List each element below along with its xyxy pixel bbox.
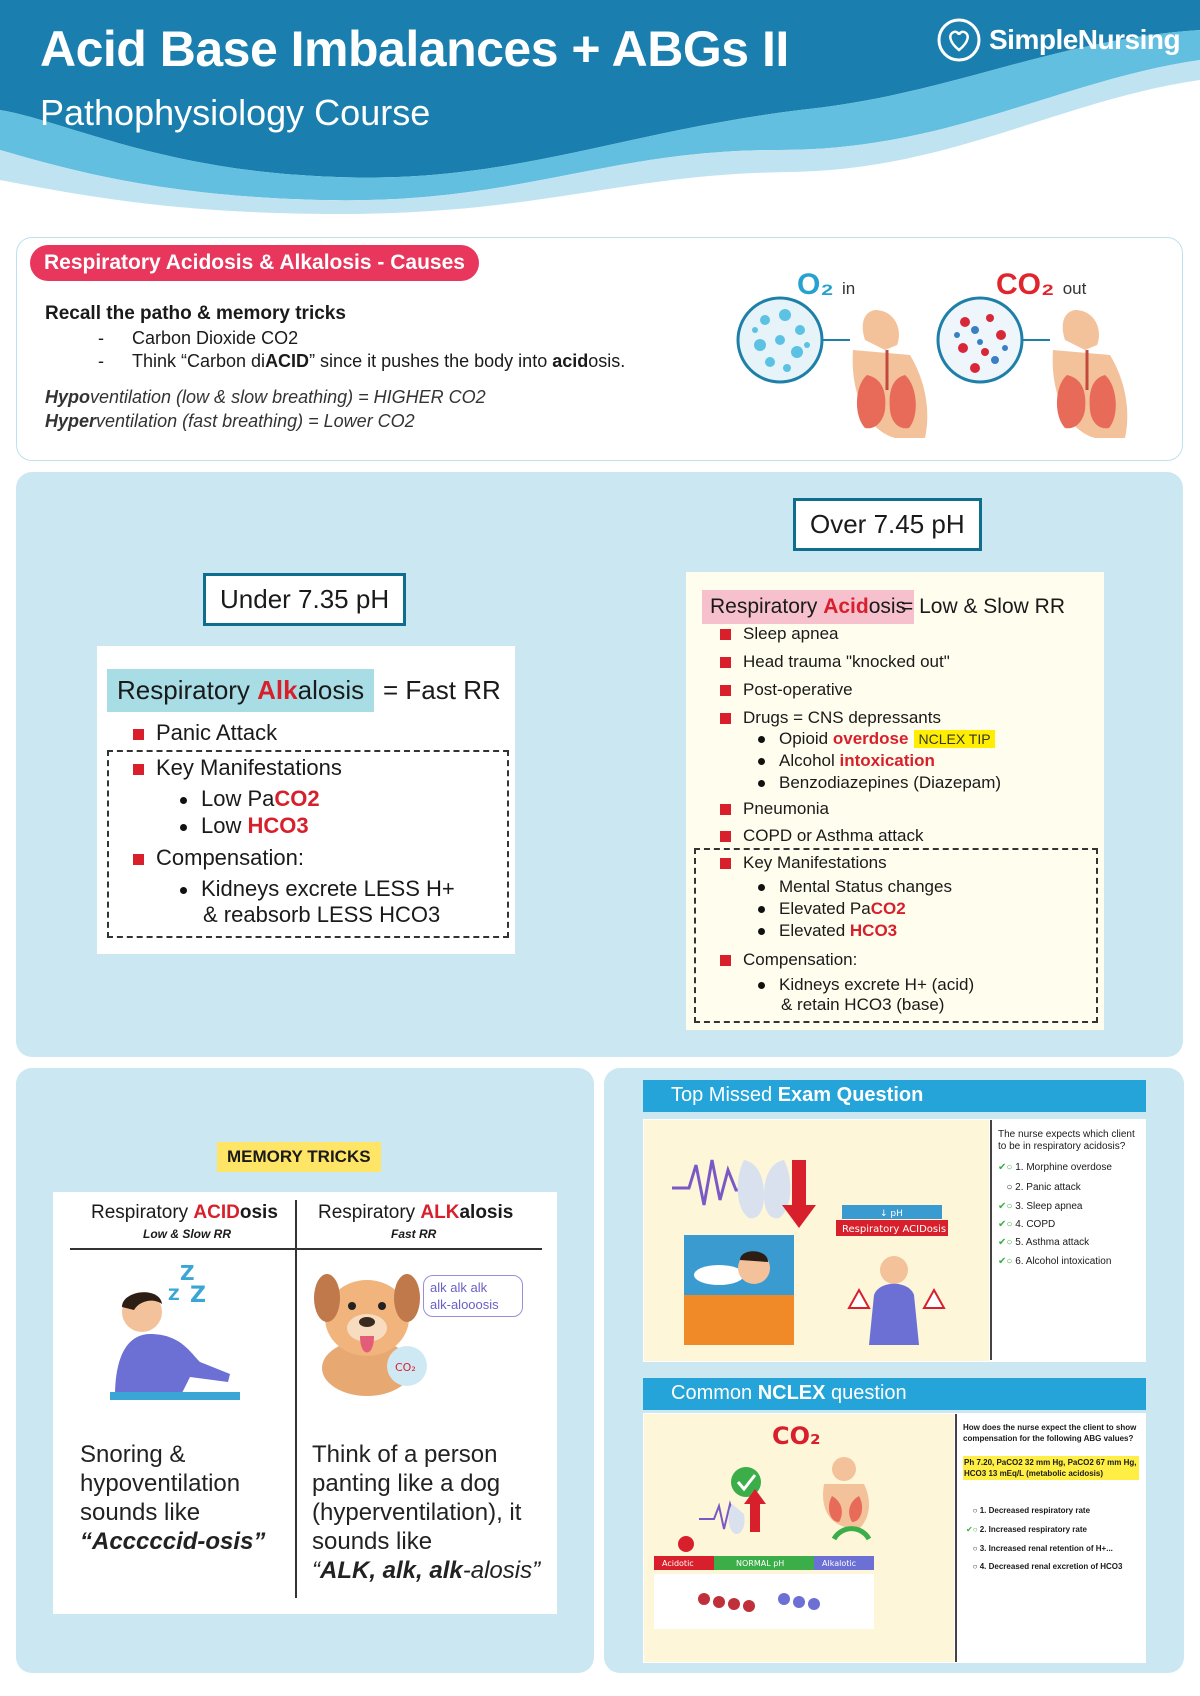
acid-head-pre: Respiratory (710, 595, 824, 618)
alk-comp-text: Compensation: (156, 845, 304, 870)
co2-symbol: CO₂ (996, 268, 1055, 301)
radio-icon: ○ (966, 1506, 980, 1515)
q2-question-text: How does the nurse expect the client to show compensation for the following ABG values? (963, 1423, 1137, 1443)
copd-text: COPD or Asthma attack (743, 826, 924, 845)
q1-head-pre: Top Missed (671, 1084, 778, 1106)
acid-benzo (758, 773, 1001, 793)
mem-r-pre: Respiratory (318, 1202, 421, 1223)
brand-name: SimpleNursing (989, 24, 1181, 55)
check-icon: ✔○ (998, 1219, 1016, 1230)
q2-option-text: 1. Decreased respiratory rate (979, 1506, 1091, 1515)
hypo-prefix: Hypo (45, 387, 90, 407)
acid-item (720, 708, 941, 728)
memory-right-text (312, 1440, 552, 1585)
q2-option-text: 4. Decreased renal excretion of HCO3 (979, 1562, 1123, 1571)
o2-suffix: in (842, 279, 856, 298)
memory-header-line (70, 1248, 542, 1250)
acid-item-text: Sleep apnea (743, 624, 839, 643)
causes-pill-heading: Respiratory Acidosis & Alkalosis - Causes (30, 245, 479, 281)
q1-option-text: 2. Panic attack (1015, 1182, 1081, 1193)
opioid-red: overdose (832, 729, 909, 748)
top-missed-question-header (643, 1080, 1146, 1112)
q1-option-text: 1. Morphine overdose (1015, 1162, 1112, 1173)
alk-low2-pre: Low (201, 813, 248, 838)
memory-right-title (318, 1202, 513, 1224)
memory-right-sub: Fast RR (391, 1227, 437, 1241)
q2-option-text: 2. Increased respiratory rate (979, 1525, 1087, 1534)
elev2-pre: Elevated (779, 921, 850, 940)
alk-kidneys-2: & reabsorb LESS HCO3 (203, 902, 441, 927)
acidosis-heading (702, 590, 914, 624)
acid-comp-text: Compensation: (743, 950, 858, 969)
co2-bullet-text: Carbon Dioxide CO2 (132, 328, 299, 348)
acid-pneumonia (720, 799, 829, 819)
alkalosis-heading (107, 669, 374, 712)
q1-option (998, 1201, 1082, 1212)
memory-tricks-tag: MEMORY TRICKS (217, 1142, 381, 1172)
dog-speech-bubble (423, 1275, 523, 1317)
acid-copd (720, 826, 923, 846)
pneumonia-text: Pneumonia (743, 799, 830, 818)
elev2-red: HCO3 (849, 921, 898, 940)
hypo-text: ventilation (low & slow breathing) = HIGHER CO2 (90, 387, 486, 407)
sleeping-person-illustration (110, 1252, 240, 1402)
hyper-text: ventilation (fast breathing) = Lower CO2 (96, 411, 415, 431)
bubble-line-2: alk-alooosis (430, 1297, 499, 1312)
common-nclex-question-header (643, 1378, 1146, 1410)
scale-acidotic: Acidotic (662, 1559, 694, 1568)
alk-km-text: Key Manifestations (156, 755, 342, 780)
mental-text: Mental Status changes (779, 877, 952, 896)
q2-option (966, 1506, 1090, 1515)
alk-compensation (133, 845, 304, 871)
q1-option (998, 1237, 1089, 1248)
under-ph-box: Under 7.35 pH (203, 573, 406, 626)
alk-low1-red: CO2 (274, 786, 320, 811)
scale-alkalotic: Alkalotic (822, 1559, 856, 1568)
q1-option (998, 1182, 1081, 1193)
q1-head-bold: Exam Question (777, 1084, 924, 1106)
acid-opioid (758, 729, 995, 749)
alk-low-paco2 (180, 786, 320, 812)
q1-divider (990, 1120, 992, 1360)
elev1-pre: Elevated Pa (779, 899, 871, 918)
think-bullet: - Think “Carbon diACID” since it pushes the body into acidosis. (98, 351, 626, 371)
mem-r-text1: Think of a person panting like a dog (hyperventilation), it sounds like (312, 1441, 522, 1555)
radio-icon: ○ (966, 1562, 980, 1571)
q1-ph-badge: ↓ pH (880, 1209, 903, 1219)
mem-l-text1: Snoring & hypoventilation sounds like (80, 1441, 241, 1526)
mem-r-text2: “ (312, 1557, 320, 1584)
q2-head-post: question (825, 1382, 907, 1404)
acid-km-text: Key Manifestations (743, 853, 887, 872)
q2-option (966, 1525, 1087, 1534)
mem-r-post: alosis (459, 1202, 514, 1223)
alk-kidneys-1 (180, 876, 455, 902)
acid-mental (758, 877, 952, 897)
page-subtitle: Pathophysiology Course (40, 92, 431, 133)
alk-low-hco3 (180, 813, 309, 839)
acid-kid1 (758, 975, 974, 995)
co2-lungs-illustration (935, 290, 1135, 440)
acid-comp (720, 950, 857, 970)
acid-item (720, 652, 950, 672)
alk-head-red: Alk (257, 675, 298, 705)
q1-question-text: The nurse expects which client to be in respiratory acidosis? (998, 1129, 1135, 1152)
q1-option-text: 6. Alcohol intoxication (1015, 1256, 1112, 1267)
mem-l-pre: Respiratory (91, 1202, 194, 1223)
q1-option-text: 5. Asthma attack (1015, 1237, 1090, 1248)
radio-icon: ○ (998, 1182, 1016, 1193)
acid-elev-hco3 (758, 921, 897, 941)
zzz-2: Z (168, 1285, 180, 1304)
q2-illustration-panel (644, 1414, 954, 1662)
hyperventilation-line (45, 411, 415, 432)
check-icon: ✔○ (966, 1525, 980, 1534)
q2-co2-label: CO₂ (772, 1422, 821, 1450)
acid-head-post: osis (868, 595, 907, 618)
radio-icon: ○ (966, 1544, 980, 1553)
hypoventilation-line (45, 387, 486, 408)
acid-item (720, 680, 853, 700)
o2-lungs-illustration (735, 290, 935, 440)
check-icon: ✔○ (998, 1201, 1016, 1212)
alk-head-post: alosis (297, 675, 365, 705)
q1-option (998, 1162, 1112, 1173)
q1-acid-badge: Respiratory ACIDosis (842, 1224, 947, 1235)
q2-illustration (644, 1414, 954, 1662)
panting-dog-illustration (312, 1258, 442, 1398)
alk-panic-text: Panic Attack (156, 720, 278, 745)
think-text-3: osis. (588, 351, 626, 371)
q2-head-pre: Common (671, 1382, 758, 1404)
brand-logo (935, 16, 1180, 64)
mem-l-post: osis (239, 1202, 278, 1223)
alk-panic-item (133, 720, 277, 746)
acid-km (720, 853, 887, 873)
memory-left-text (80, 1440, 280, 1556)
memory-divider (295, 1200, 297, 1598)
acid-item-text: Head trauma "knocked out" (743, 652, 950, 671)
acid-item-text: Drugs = CNS depressants (743, 708, 941, 727)
co2-bullet: - Carbon Dioxide CO2 (98, 328, 299, 348)
q2-head-bold: NCLEX (757, 1382, 826, 1404)
dog-co2-label: CO₂ (395, 1361, 416, 1374)
q1-illustration-panel (644, 1120, 989, 1361)
think-text-acid: ACID (265, 351, 310, 371)
alcohol-pre: Alcohol (779, 751, 840, 770)
acid-item (720, 624, 838, 644)
benzo-text: Benzodiazepines (Diazepam) (779, 773, 1002, 792)
acid-elev-paco2 (758, 899, 906, 919)
o2-symbol: O₂ (797, 268, 834, 301)
alk-low2-red: HCO3 (247, 813, 309, 838)
q2-abg-values: Ph 7.20, PaCO2 32 mm Hg, PaCO2 67 mm Hg, HCO3 13 mEq/L (metabolic acidosis) (963, 1456, 1139, 1480)
q1-option (998, 1219, 1055, 1230)
alk-key-manifestations (133, 755, 342, 781)
think-text-acid2: acid (552, 351, 589, 371)
q2-option (966, 1562, 1122, 1571)
alk-low1-pre: Low Pa (201, 786, 275, 811)
q2-option-text: 3. Increased renal retention of H+... (979, 1544, 1113, 1553)
elev1-red: CO2 (870, 899, 906, 918)
page-title: Acid Base Imbalances + ABGs II (40, 21, 789, 77)
memory-left-sub: Low & Slow RR (143, 1227, 231, 1241)
alk-kid1-text: Kidneys excrete LESS H+ (201, 876, 455, 901)
nclex-tip-badge: NCLEX TIP (914, 730, 994, 748)
check-icon: ✔○ (998, 1162, 1016, 1173)
q2-option (966, 1544, 1113, 1553)
mem-l-text2: “Acccccid-osis” (80, 1528, 266, 1555)
acid-kid1-text: Kidneys excrete H+ (acid) (779, 975, 975, 994)
memory-left-title (91, 1202, 278, 1224)
check-icon: ✔○ (998, 1237, 1016, 1248)
zzz-1: Z (180, 1261, 195, 1285)
acid-item-text: Post-operative (743, 680, 853, 699)
mem-r-text4: -alosis” (462, 1557, 541, 1584)
mem-l-red: ACID (193, 1202, 240, 1223)
hyper-prefix: Hyper (45, 411, 97, 431)
q1-option-text: 4. COPD (1015, 1219, 1056, 1230)
opioid-pre: Opioid (779, 729, 833, 748)
q1-option-text: 3. Sleep apnea (1015, 1201, 1083, 1212)
q2-divider (955, 1414, 957, 1662)
q1-option (998, 1256, 1111, 1267)
alcohol-red: intoxication (839, 751, 935, 770)
mem-r-red: ALK (420, 1202, 460, 1223)
stethoscope-heart-icon (935, 16, 983, 64)
q1-illustration (644, 1120, 989, 1361)
think-text-2: ” since it pushes the body into (309, 351, 553, 371)
acidosis-equation: = Low & Slow RR (901, 595, 1065, 618)
acid-head-red: Acid (823, 595, 869, 618)
bubble-line-1: alk alk alk (430, 1280, 488, 1295)
co2-suffix: out (1062, 279, 1087, 298)
recall-heading: Recall the patho & memory tricks (45, 303, 346, 324)
alkalosis-equation: = Fast RR (383, 675, 501, 705)
think-text-1: Think “Carbon di (132, 351, 266, 371)
zzz-3: Z (190, 1283, 206, 1308)
scale-normal: NORMAL pH (736, 1559, 785, 1568)
mem-r-text3: ALK, alk, alk (320, 1557, 463, 1584)
over-ph-box: Over 7.45 pH (793, 498, 982, 551)
acid-alcohol (758, 751, 935, 771)
check-icon: ✔○ (998, 1256, 1016, 1267)
alk-head-pre: Respiratory (117, 675, 258, 705)
acid-kid2: & retain HCO3 (base) (781, 995, 945, 1014)
